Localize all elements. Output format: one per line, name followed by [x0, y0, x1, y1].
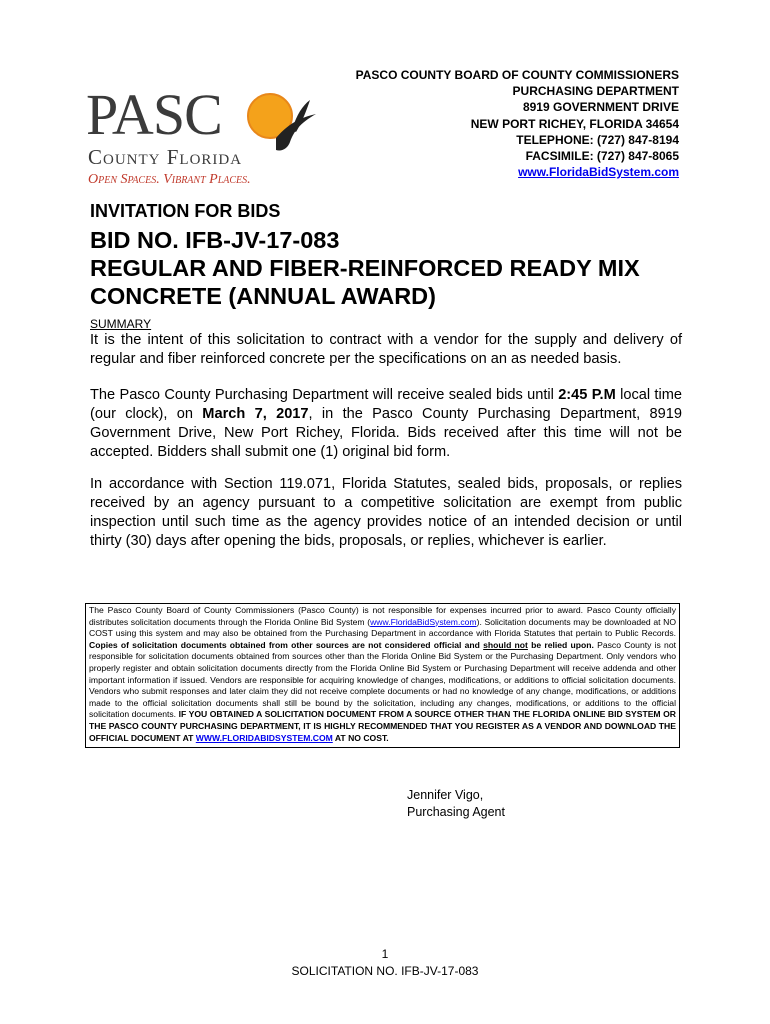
bid-system-link[interactable]: www.FloridaBidSystem.com [370, 616, 477, 627]
document-type-label: INVITATION FOR BIDS [90, 201, 281, 221]
intent-paragraph: It is the intent of this solicitation to contract with a vendor for the supply and delivery of regular and fiber reinforced concrete per the specifications on an as needed basis. [90, 332, 682, 367]
logo-wordmark: PASC [86, 82, 222, 147]
bid-name-line: REGULAR AND FIBER-REINFORCED READY MIX [90, 255, 640, 281]
disclaimer-text: The Pasco County Board of County Commissioners (Pasco County) is not responsible for expenses incurred prior to award. Pasco County officially distributes solicitation documents through the Florida Online Bid System ( [89, 605, 676, 627]
logo-county-text: County Florida [88, 145, 243, 169]
page-footer [0, 946, 770, 980]
address-line: NEW PORT RICHEY, FLORIDA 34654 [470, 116, 679, 131]
pasco-county-logo [86, 82, 286, 190]
statute-paragraph: In accordance with Section 119.071, Florida Statutes, sealed bids, proposals, or replies received by an agency pursuant to a competitive solicitation are exempt from public inspection until such time as the agency provides notice of an intended decision or until thirty (30) days after opening the bids, proposals, or replies, whichever is earlier. [90, 476, 682, 549]
disclaimer-box [85, 603, 680, 748]
bid-name-line: CONCRETE (ANNUAL AWARD) [90, 283, 436, 309]
sun-and-bird-icon [236, 86, 326, 166]
deadline-date: March 7, 2017 [202, 406, 309, 422]
address-line: 8919 GOVERNMENT DRIVE [522, 100, 679, 115]
bid-system-link-caps[interactable]: WWW.FLORIDABIDSYSTEM.COM [195, 732, 333, 743]
bid-title-block [90, 226, 710, 310]
solicitation-number: SOLICITATION NO. IFB-JV-17-083 [291, 964, 479, 978]
address-line: PURCHASING DEPARTMENT [512, 84, 679, 99]
disclaimer-warning [89, 640, 594, 650]
disclaimer-recommendation-text: IF YOU OBTAINED A SOLICITATION DOCUMENT FROM A SOURCE OTHER THAN THE FLORIDA ONLINE BID SYSTEM OR THE PASCO COUNTY PURCHASING DEPARTMENT, IT IS HIGHLY RECOMMENDED THAT YOU REGISTER AS A VENDOR AND DOWNLOAD THE OFFICIAL DOCUMENT AT [89, 709, 676, 743]
disclaimer-text: ). Solicitation documents may be downloaded at NO COST using this system and may also be obtained from the Purchasing Department in accordance with Florida Statutes that pertain to Public Records. [89, 616, 677, 639]
facsimile-line: FACSIMILE: (727) 847-8065 [525, 149, 679, 164]
disclaimer-warning-text: be relied upon. [527, 639, 594, 650]
department-address-block [356, 67, 679, 180]
summary-heading: SUMMARY [90, 317, 152, 331]
signer-name: Jennifer Vigo, [407, 788, 484, 802]
address-line: PASCO COUNTY BOARD OF COUNTY COMMISSIONERS [355, 68, 679, 82]
signature-block [407, 787, 505, 821]
bid-number: BID NO. IFB-JV-17-083 [90, 227, 340, 253]
bid-system-link[interactable]: www.FloridaBidSystem.com [518, 165, 679, 180]
logo-tagline: Open Spaces. Vibrant Places. [88, 172, 251, 187]
disclaimer-warning-text: Copies of solicitation documents obtained from other sources are not considered official and [89, 639, 484, 650]
disclaimer-recommendation-text: AT NO COST. [332, 732, 389, 743]
deadline-text: local time (our clock), on [90, 387, 682, 422]
deadline-time: 2:45 P.M [558, 387, 616, 403]
bid-deadline-paragraph [90, 386, 682, 462]
deadline-text: The Pasco County Purchasing Department will receive sealed bids until [90, 387, 559, 403]
deadline-text: , in the Pasco County Purchasing Department, 8919 Government Drive, New Port Richey, Florida. Bids received after this time will not be accepted. Bidders shall submit one (1) original bid form. [90, 406, 683, 460]
disclaimer-text: Pasco County is not responsible for solicitation documents obtained from sources other than the Florida Online Bid System or the Purchasing Department. Only vendors who properly register and obtain solicitation documents directly from the Florida Online Bid System or Purchasing Department will receive addenda and other important information if issued. Vendors are responsible for acquiring knowledge of changes, modifications, or additions to official solicitation documents. Vendors who submit responses and later claim they did not receive complete documents or had no knowledge of any change, modifications, or additions made to the official solicitation documents shall still be bound by the solicitation, including any changes, modifications, or additions to the official solicitation documents. [89, 639, 677, 720]
page-number: 1 [381, 947, 389, 961]
disclaimer-warning-emphasis: should not [483, 639, 528, 650]
signer-title: Purchasing Agent [407, 805, 505, 819]
telephone-line: TELEPHONE: (727) 847-8194 [516, 132, 679, 147]
